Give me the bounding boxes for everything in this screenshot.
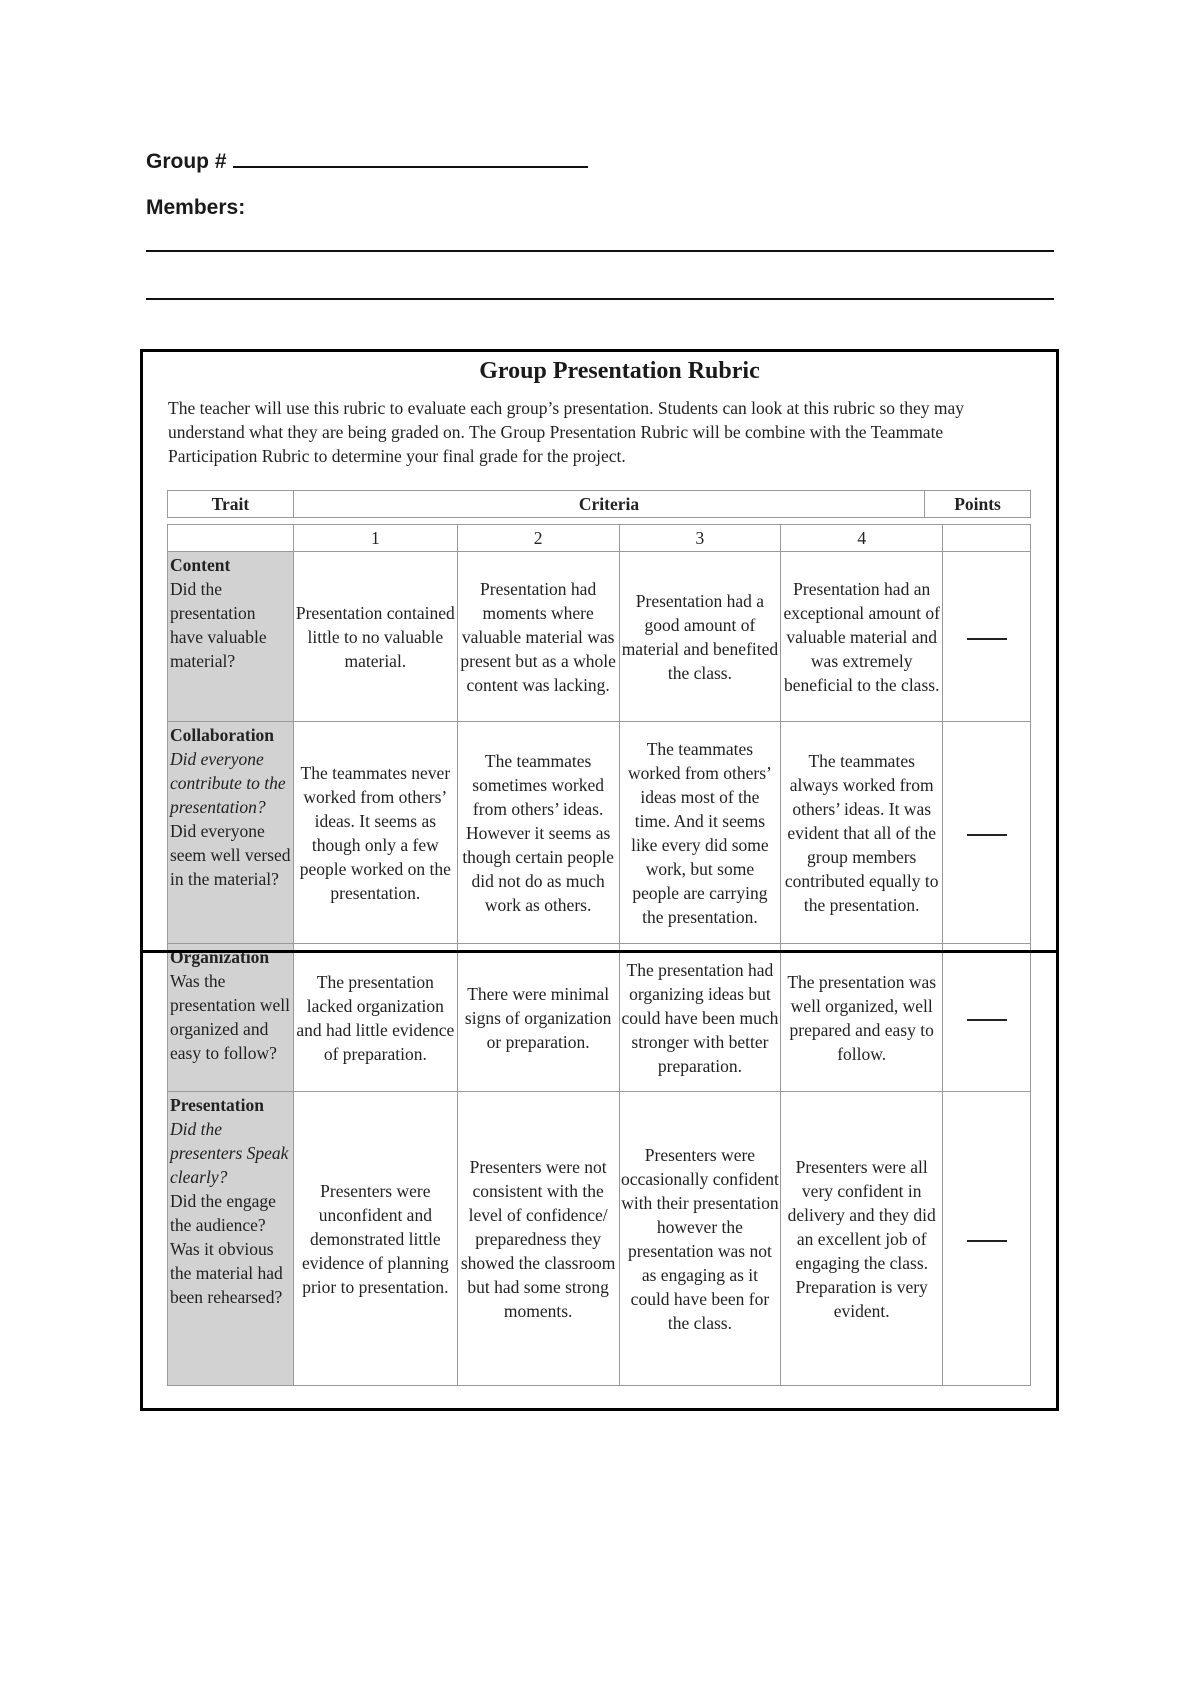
- members-label: Members:: [146, 196, 246, 219]
- points-blank-cell: [943, 525, 1031, 552]
- level-1: 1: [293, 525, 457, 552]
- frame-divider: [140, 950, 1059, 953]
- level-2: 2: [457, 525, 619, 552]
- trait-name: Content: [170, 555, 231, 575]
- criteria-cell-level-4: The teammates always worked from others’ ideas. It was evident that all of the group members contributed equally to the presentation.: [781, 722, 943, 944]
- points-blank[interactable]: [967, 1017, 1007, 1021]
- criteria-cell-level-1: The teammates never worked from others’ ideas. It seems as though only a few people worked on the presentation.: [293, 722, 457, 944]
- trait-name: Presentation: [170, 1095, 264, 1115]
- trait-cell: [168, 1092, 294, 1386]
- criteria-cell-level-3: The teammates worked from others’ ideas most of the time. And it seems like every did some work, but some people are carrying the presentation.: [619, 722, 781, 944]
- criteria-cell-level-4: Presentation had an exceptional amount of valuable material and was extremely beneficial to the class.: [781, 552, 943, 722]
- points-blank[interactable]: [967, 832, 1007, 836]
- criteria-cell-level-2: The teammates sometimes worked from others’ ideas. However it seems as though certain people did not do as much work as others.: [457, 722, 619, 944]
- group-number-blank[interactable]: [233, 148, 588, 168]
- trait-name: Collaboration: [170, 725, 275, 745]
- header-trait: Trait: [168, 491, 294, 518]
- rubric-intro: The teacher will use this rubric to evaluate each group’s presentation. Students can look at this rubric so they may understand what they are being graded on. The Group Presentation Rubric will be combine with the Teammate Participation Rubric to determine your final grade for the project.: [168, 398, 965, 466]
- trait-question: Did the presenters Speak clearly?: [170, 1119, 289, 1187]
- rubric-table: [167, 524, 1031, 1386]
- rubric-row-organization: [168, 944, 1031, 1092]
- level-4: 4: [781, 525, 943, 552]
- trait-cell: [168, 944, 294, 1092]
- level-blank-cell: [168, 525, 294, 552]
- header-points: Points: [925, 491, 1031, 518]
- trait-cell: [168, 552, 294, 722]
- trait-question: Did the presentation have valuable material?: [170, 579, 267, 671]
- criteria-cell-level-2: Presenters were not consistent with the level of confidence/ preparedness they showed the classroom but had some strong moments.: [457, 1092, 619, 1386]
- criteria-cell-level-2: Presentation had moments where valuable material was present but as a whole content was lacking.: [457, 552, 619, 722]
- points-cell[interactable]: [943, 552, 1031, 722]
- members-blank-line-2[interactable]: [146, 298, 1054, 300]
- rubric: [143, 352, 1056, 1333]
- criteria-cell-level-4: Presenters were all very confident in delivery and they did an excellent job of engaging the class. Preparation is very evident.: [781, 1092, 943, 1386]
- group-number-label: Group #: [146, 150, 227, 173]
- rubric-row-collaboration: [168, 722, 1031, 944]
- criteria-cell-level-1: Presenters were unconfident and demonstrated little evidence of planning prior to presentation.: [293, 1092, 457, 1386]
- criteria-cell-level-4: The presentation was well organized, well prepared and easy to follow.: [781, 944, 943, 1092]
- group-number-field[interactable]: [146, 148, 588, 174]
- points-cell[interactable]: [943, 722, 1031, 944]
- header-criteria: Criteria: [293, 491, 924, 518]
- criteria-cell-level-3: Presentation had a good amount of material and benefited the class.: [619, 552, 781, 722]
- rubric-row-presentation: [168, 1092, 1031, 1386]
- criteria-cell-level-1: Presentation contained little to no valuable material.: [293, 552, 457, 722]
- level-header-row: [168, 525, 1031, 552]
- criteria-cell-level-1: The presentation lacked organization and had little evidence of preparation.: [293, 944, 457, 1092]
- rubric-title: Group Presentation Rubric: [479, 358, 760, 384]
- rubric-row-content: [168, 552, 1031, 722]
- members-blank-line-1[interactable]: [146, 250, 1054, 252]
- criteria-cell-level-2: There were minimal signs of organization or preparation.: [457, 944, 619, 1092]
- points-cell[interactable]: [943, 944, 1031, 1092]
- points-blank[interactable]: [967, 1238, 1007, 1242]
- points-cell[interactable]: [943, 1092, 1031, 1386]
- trait-question: Was the presentation well organized and easy to follow?: [170, 971, 291, 1063]
- trait-question: Did the engage the audience? Was it obvious the material had been rehearsed?: [170, 1191, 283, 1307]
- criteria-cell-level-3: The presentation had organizing ideas but could have been much stronger with better preparation.: [619, 944, 781, 1092]
- trait-cell: [168, 722, 294, 944]
- trait-name: Organization: [170, 947, 270, 967]
- trait-question: Did everyone contribute to the presentation?: [170, 749, 286, 817]
- trait-question: Did everyone seem well versed in the material?: [170, 821, 291, 889]
- criteria-cell-level-3: Presenters were occasionally confident with their presentation however the presentation was not as engaging as it could have been for the class.: [619, 1092, 781, 1386]
- rubric-header-table: [167, 490, 1031, 518]
- points-blank[interactable]: [967, 636, 1007, 640]
- level-3: 3: [619, 525, 781, 552]
